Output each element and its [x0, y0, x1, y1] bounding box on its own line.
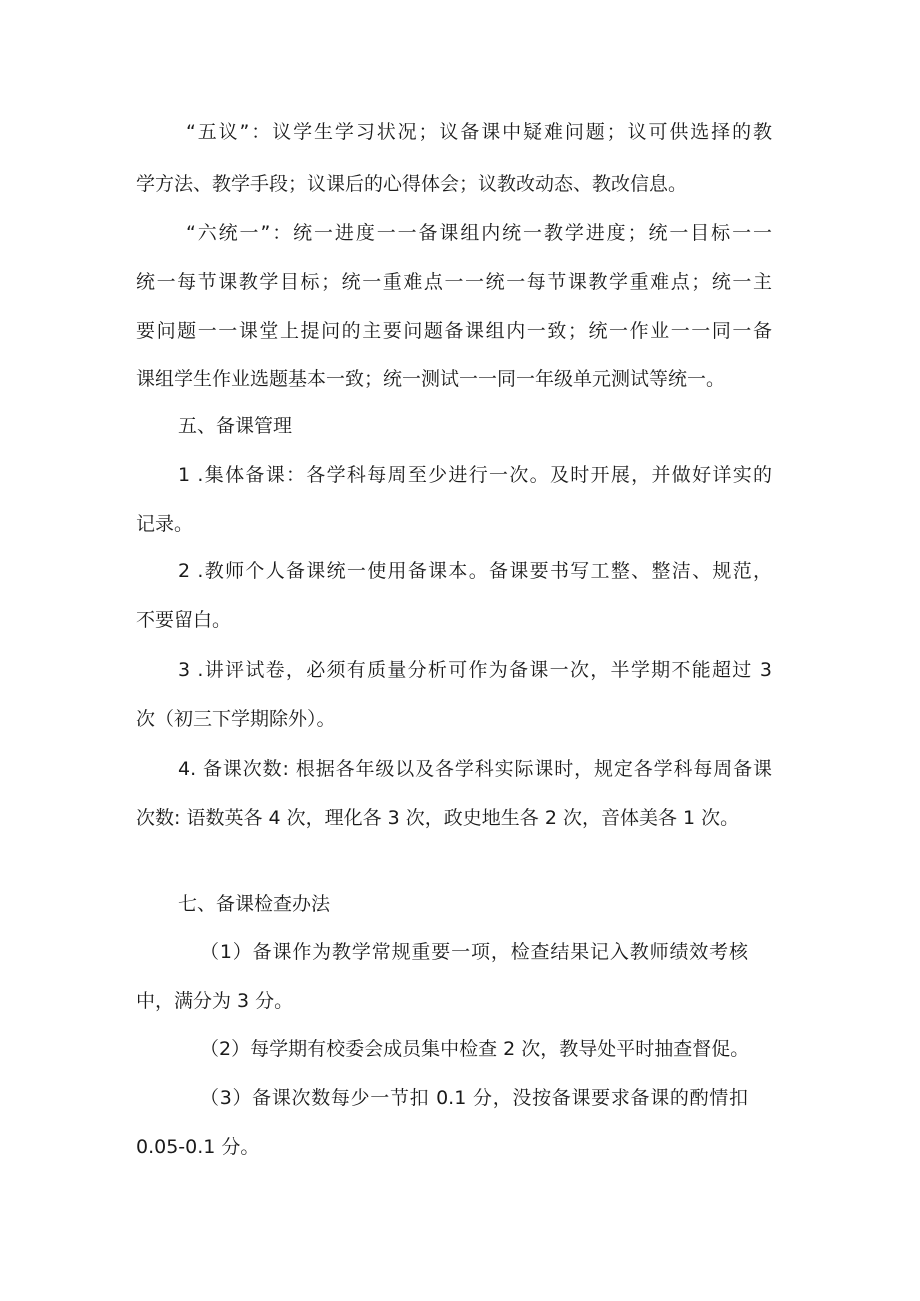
- section-7-item-1-line-1: （1）备课作为教学常规重要一项，检查结果记入教师绩效考核: [200, 941, 748, 963]
- section-5-item-1-line-2: 记录。: [136, 513, 194, 535]
- section-5-item-2-line-1: 2 .教师个人备课统一使用备课本。备课要书写工整、整洁、规范，: [178, 560, 772, 582]
- section-7-item-3-line-2: 0.05-0.1 分。: [136, 1136, 260, 1158]
- section-5-item-2-line-2: 不要留白。: [136, 609, 232, 631]
- section-5-item-1-line-1: 1 .集体备课：各学科每周至少进行一次。及时开展，并做好详实的: [178, 464, 772, 486]
- section-5-item-3-line-1: 3 .讲评试卷，必须有质量分析可作为备课一次，半学期不能超过 3: [178, 659, 772, 681]
- section-5-item-4-line-2: 次数: 语数英各 4 次，理化各 3 次，政史地生各 2 次，音体美各 1 次。: [136, 807, 740, 829]
- section-7-item-1-line-2: 中，满分为 3 分。: [136, 990, 294, 1012]
- wuyi-line-1: “五议”：议学生学习状况；议备课中疑难问题；议可供选择的教: [186, 121, 772, 143]
- section-5-item-4-line-1: 4. 备课次数: 根据各年级以及各学科实际课时，规定各学科每周备课: [178, 758, 772, 780]
- section-5-item-3-line-2: 次（初三下学期除外）。: [136, 708, 336, 730]
- section-7-heading: 七、备课检查办法: [178, 893, 331, 915]
- section-5-heading: 五、备课管理: [178, 415, 293, 437]
- liutongyi-line-4: 课组学生作业选题基本一致；统一测试一一同一年级单元测试等统一。: [136, 368, 726, 390]
- liutongyi-line-1: “六统一”：统一进度一一备课组内统一教学进度；统一目标一一: [186, 222, 772, 244]
- liutongyi-line-3: 要问题一一课堂上提问的主要问题备课组内一致；统一作业一一同一备: [136, 320, 772, 342]
- section-7-item-2-line-1: （2）每学期有校委会成员集中检查 2 次，教导处平时抽查督促。: [200, 1038, 750, 1060]
- section-7-item-3-line-1: （3）备课次数每少一节扣 0.1 分，没按备课要求备课的酌情扣: [200, 1087, 748, 1109]
- liutongyi-line-2: 统一每节课教学目标；统一重难点一一统一每节课教学重难点；统一主: [136, 271, 772, 293]
- wuyi-line-2: 学方法、教学手段；议课后的心得体会；议教改动态、教改信息。: [136, 173, 688, 195]
